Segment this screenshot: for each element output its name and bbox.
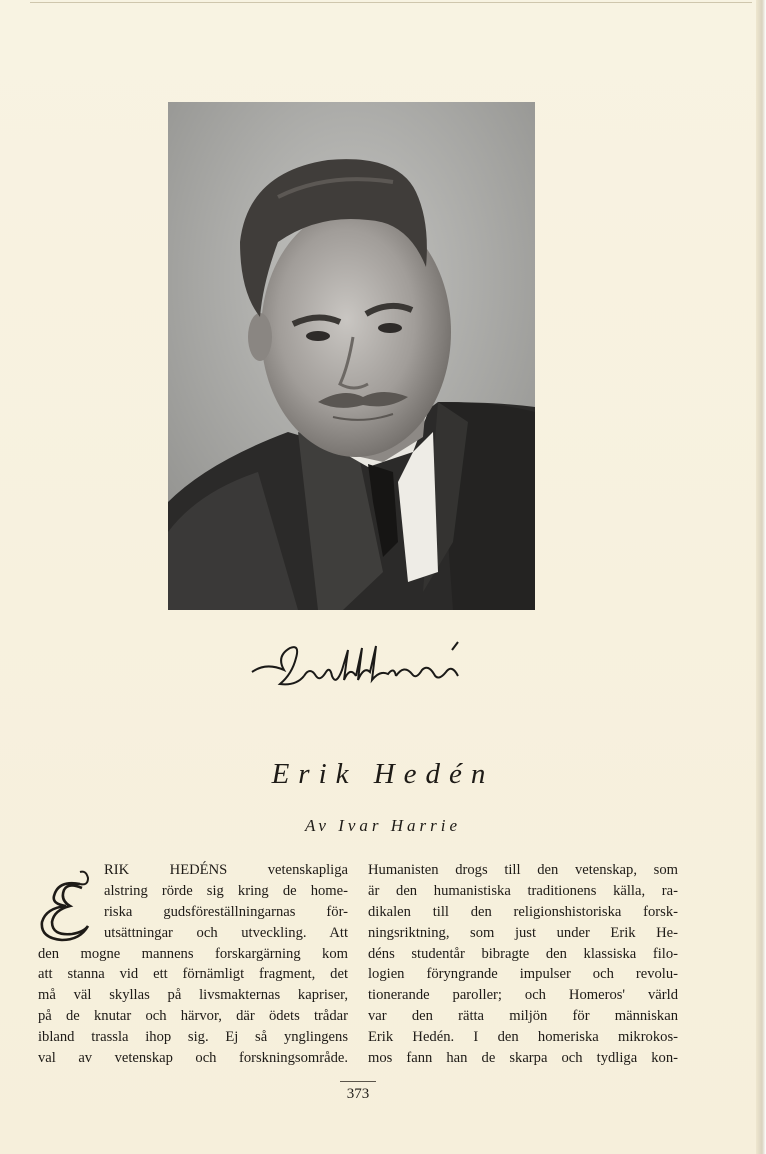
text-line: mos fann han de skarpa och tydliga kon- xyxy=(368,1050,678,1067)
text-line: på de knutar och härvor, där ödets trådar xyxy=(38,1008,348,1025)
text-line: riska gudsföreställningarnas för- xyxy=(104,903,348,920)
signature xyxy=(246,636,466,698)
text-line: är den humanistiska traditionens källa, ra- xyxy=(368,882,678,899)
text-line: Erik Hedén. I den homeriska mikrokos- xyxy=(368,1029,678,1046)
text-line: logien föryngrande impulser och revolu- xyxy=(368,966,678,983)
text-line: var den rätta miljön för människan xyxy=(368,1008,678,1025)
text-line: Humanisten drogs till den vetenskap, som xyxy=(368,862,678,878)
text-line: tionerande paroller; och Homeros' värld xyxy=(368,987,678,1004)
text-line: att stanna vid ett förnämligt fragment, det xyxy=(38,966,348,983)
top-rule xyxy=(30,2,752,3)
portrait-figure xyxy=(168,102,535,610)
right-column xyxy=(368,860,678,1069)
drop-cap-letter: E xyxy=(66,912,67,913)
text-line: utsättningar och utveckling. Att xyxy=(104,924,348,941)
article-byline: Av Ivar Harrie xyxy=(304,816,462,835)
portrait-photo xyxy=(168,102,535,610)
text-line: må väl skyllas på livsmakternas kapriser, xyxy=(38,987,348,1004)
page-number: 373 xyxy=(346,1086,370,1102)
text-line: dikalen till den religionshistoriska forsk- xyxy=(368,903,678,920)
text-line: ningsriktning, som just under Erik He- xyxy=(368,924,678,941)
left-column xyxy=(38,860,348,1069)
text-line: alstring rörde sig kring de home- xyxy=(104,882,348,899)
text-line: val av vetenskap och forskningsområde. xyxy=(38,1050,348,1067)
folio-rule xyxy=(340,1081,376,1082)
text-line: déns studentår bibragte den klassiska filo- xyxy=(368,945,678,962)
text-line: den mogne mannens forskargärning kom xyxy=(38,945,348,962)
article-title: Erik Hedén xyxy=(271,758,495,790)
page-edge xyxy=(756,0,766,1154)
text-line: RIK HEDÉNS vetenskapliga xyxy=(104,862,348,878)
signature-scrawl xyxy=(246,636,466,698)
text-line: ibland trassla ihop sig. Ej så ynglingens xyxy=(38,1029,348,1046)
